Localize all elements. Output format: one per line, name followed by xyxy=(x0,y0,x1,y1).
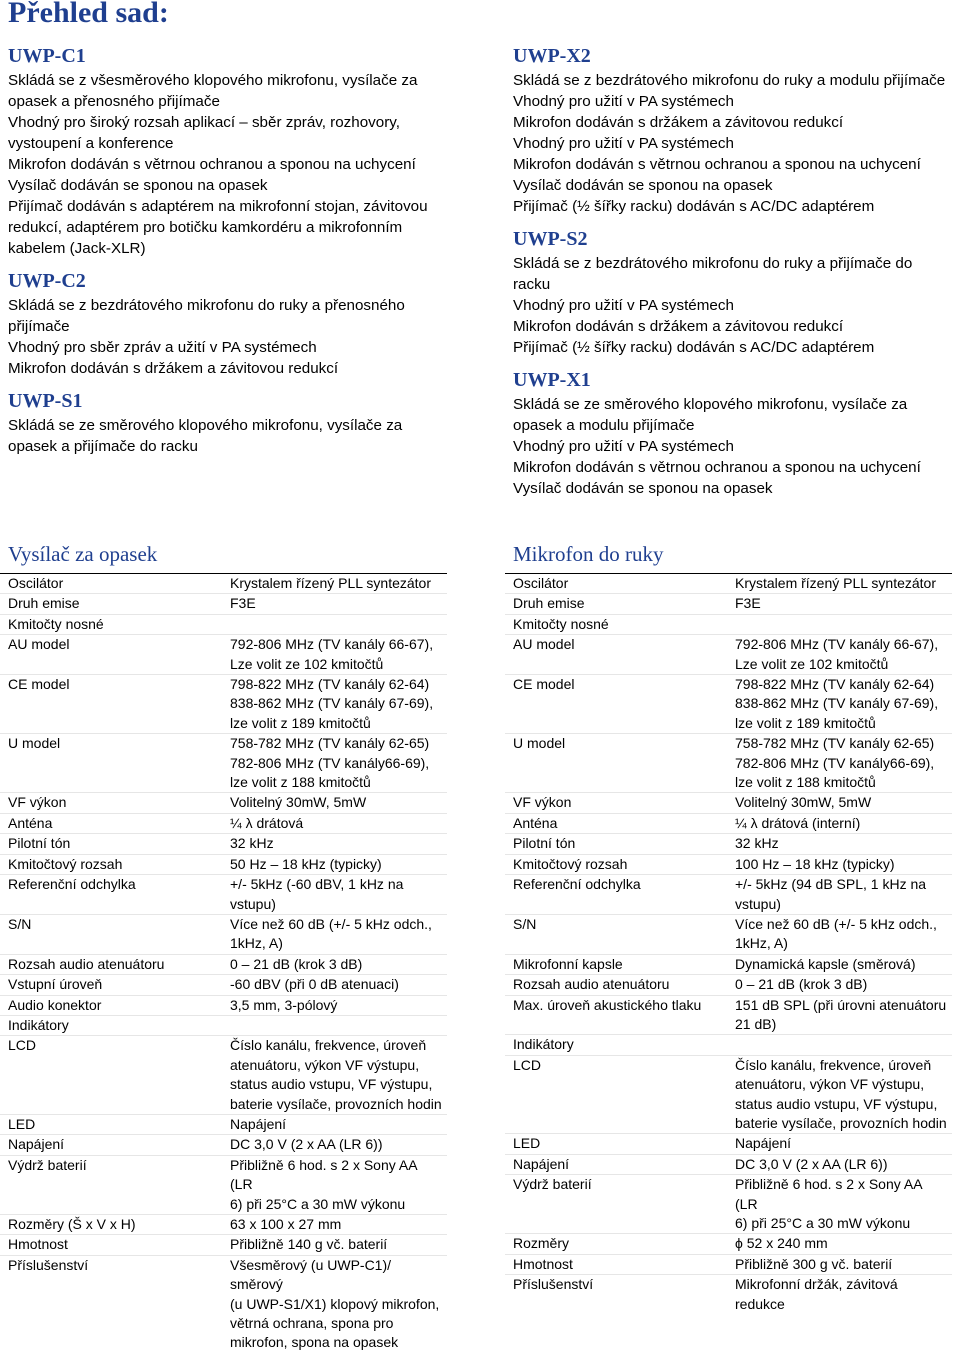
spec-row xyxy=(0,1036,447,1115)
spec-label: LCD xyxy=(8,1037,37,1054)
right-model-column xyxy=(513,44,959,509)
description-line: přijímače xyxy=(8,318,70,335)
model-description xyxy=(513,394,959,499)
spec-value: +/- 5kHz (-60 dBV, 1 kHz na vstupu) xyxy=(230,876,404,912)
spec-label: Příslušenství xyxy=(513,1276,594,1293)
spec-row xyxy=(0,1155,447,1214)
spec-value: Přibližně 300 g vč. baterií xyxy=(735,1255,893,1272)
spec-row xyxy=(505,1154,952,1174)
spec-row xyxy=(505,793,952,813)
spec-value: Volitelný 30mW, 5mW xyxy=(735,794,872,811)
description-line: Mikrofon dodáván s větrnou ochranou a sponou na uchycení xyxy=(8,156,416,173)
spec-label: LED xyxy=(513,1135,541,1152)
spec-row xyxy=(0,1135,447,1155)
spec-label: Anténa xyxy=(513,814,558,831)
description-line: Skládá se z bezdrátového mikrofonu do ruky a modulu přijímače xyxy=(513,72,946,89)
spec-row xyxy=(505,614,952,634)
spec-row xyxy=(505,1275,952,1314)
spec-label: Kmitočtový rozsah xyxy=(513,855,628,872)
spec-label: Pilotní tón xyxy=(513,835,576,852)
spec-value: ¼ λ drátová (interní) xyxy=(735,814,861,831)
spec-label: CE model xyxy=(8,676,70,693)
spec-row xyxy=(0,875,447,915)
description-line: Mikrofon dodáván s větrnou ochranou a sponou na uchycení xyxy=(513,156,921,173)
spec-row xyxy=(0,834,447,854)
model-description xyxy=(8,70,454,259)
spec-row xyxy=(505,1254,952,1274)
spec-value: 798-822 MHz (TV kanály 62-64) 838-862 MHz (TV kanály 67-69), lze volit z 189 kmitočtů xyxy=(230,676,434,731)
spec-label: Oscilátor xyxy=(8,575,64,591)
spec-value: 0 – 21 dB (krok 3 dB) xyxy=(230,955,363,972)
spec-label: Rozměry xyxy=(513,1235,570,1252)
spec-value: 100 Hz – 18 kHz (typicky) xyxy=(735,855,895,872)
model-block-uwp-x1 xyxy=(513,368,959,499)
spec-label: Oscilátor xyxy=(513,575,569,591)
spec-label: Rozsah audio atenuátoru xyxy=(8,955,165,972)
spec-label: Anténa xyxy=(8,814,53,831)
spec-row xyxy=(505,594,952,614)
spec-value: 3,5 mm, 3-pólový xyxy=(230,996,338,1013)
model-name: UWP-X2 xyxy=(513,45,591,67)
spec-value: F3E xyxy=(230,595,256,612)
left-model-column xyxy=(8,44,454,467)
spec-row xyxy=(505,635,952,675)
description-line: Přijímač dodáván s adaptérem na mikrofonní stojan, závitovou xyxy=(8,198,428,215)
page-title: Přehled sad: xyxy=(8,0,169,29)
spec-value: Volitelný 30mW, 5mW xyxy=(230,794,367,811)
spec-label: S/N xyxy=(513,915,537,932)
spec-value: DC 3,0 V (2 x AA (LR 6)) xyxy=(230,1136,383,1153)
description-line: Skládá se ze směrového klopového mikrofonu, vysílače za xyxy=(513,396,908,413)
spec-row xyxy=(0,675,447,734)
spec-value: 151 dB SPL (při úrovni atenuátoru 21 dB) xyxy=(735,996,947,1032)
spec-label: U model xyxy=(513,735,566,752)
spec-label: Příslušenství xyxy=(8,1256,89,1273)
spec-label: Kmitočty nosné xyxy=(8,615,104,632)
spec-row xyxy=(0,975,447,995)
spec-row xyxy=(0,574,447,594)
description-line: Mikrofon dodáván s držákem a závitovou redukcí xyxy=(513,318,844,335)
spec-row xyxy=(505,875,952,915)
spec-row xyxy=(505,834,952,854)
spec-value: Mikrofonní držák, závitová redukce xyxy=(735,1276,898,1312)
spec-value: Více než 60 dB (+/- 5 kHz odch., 1kHz, A) xyxy=(230,915,432,952)
spec-value: Číslo kanálu, frekvence, úroveň atenuátoru, výkon VF výstupu, status audio vstupu, VF výstupu, baterie vysílače, provozních hodin xyxy=(735,1056,947,1131)
description-line: Vhodný pro užití v PA systémech xyxy=(513,438,734,455)
spec-value: Přibližně 140 g vč. baterií xyxy=(230,1236,388,1253)
spec-label: Výdrž baterií xyxy=(513,1176,592,1193)
description-line: Vhodný pro užití v PA systémech xyxy=(513,135,734,152)
model-block-uwp-s1 xyxy=(8,389,454,457)
description-line: Přijímač (½ šířky racku) dodáván s AC/DC adaptérem xyxy=(513,198,875,215)
description-line: Vysílač dodáván se sponou na opasek xyxy=(513,480,773,497)
spec-row xyxy=(505,954,952,974)
spec-label: Rozsah audio atenuátoru xyxy=(513,976,670,993)
spec-row xyxy=(505,914,952,954)
spec-row xyxy=(0,914,447,954)
spec-value: 32 kHz xyxy=(735,835,779,852)
spec-label: VF výkon xyxy=(8,794,67,811)
description-line: Vysílač dodáván se sponou na opasek xyxy=(8,177,268,194)
description-line: Vhodný pro užití v PA systémech xyxy=(513,297,734,314)
spec-label: Mikrofonní kapsle xyxy=(513,955,623,972)
spec-value: 758-782 MHz (TV kanály 62-65) 782-806 MHz (TV kanály66-69), lze volit z 188 kmitočtů xyxy=(735,735,935,791)
spec-row xyxy=(0,954,447,974)
model-description xyxy=(513,70,959,217)
spec-row xyxy=(505,1234,952,1254)
spec-label: Indikátory xyxy=(8,1016,69,1033)
spec-label: Audio konektor xyxy=(8,996,102,1013)
spec-value xyxy=(727,1035,952,1055)
model-description xyxy=(8,415,454,457)
spec-label: Referenční odchylka xyxy=(8,876,136,893)
spec-value: 50 Hz – 18 kHz (typicky) xyxy=(230,855,382,872)
description-line: Skládá se z všesměrového klopového mikrofonu, vysílače za xyxy=(8,72,418,89)
spec-label: Rozměry (Š x V x H) xyxy=(8,1216,136,1232)
spec-row xyxy=(505,1055,952,1134)
spec-row xyxy=(505,1035,952,1055)
spec-value: 792-806 MHz (TV kanály 66-67), Lze volit ze 102 kmitočtů xyxy=(735,636,939,672)
spec-label: LED xyxy=(8,1115,36,1132)
spec-row xyxy=(0,793,447,813)
spec-label: Hmotnost xyxy=(8,1236,68,1253)
description-line: opasek a modulu přijímače xyxy=(513,417,695,434)
spec-value: Číslo kanálu, frekvence, úroveň atenuátoru, výkon VF výstupu, status audio vstupu, VF výstupu, baterie vysílače, provozních hodin xyxy=(230,1037,442,1112)
description-line: Mikrofon dodáván s držákem a závitovou redukcí xyxy=(8,360,339,377)
spec-label: Kmitočty nosné xyxy=(513,615,609,632)
handheld-mic-spec xyxy=(505,541,952,1314)
spec-row xyxy=(505,995,952,1035)
description-line: Skládá se ze směrového klopového mikrofonu, vysílače za xyxy=(8,417,403,434)
spec-label: Referenční odchylka xyxy=(513,876,641,893)
spec-label: Výdrž baterií xyxy=(8,1156,87,1173)
belt-transmitter-spec xyxy=(0,541,447,1353)
spec-value: 32 kHz xyxy=(230,835,274,852)
spec-label: CE model xyxy=(513,676,575,693)
spec-value: 792-806 MHz (TV kanály 66-67), Lze volit ze 102 kmitočtů xyxy=(230,636,434,672)
spec-value: -60 dBV (při 0 dB atenuaci) xyxy=(230,976,399,993)
spec-value: ¼ λ drátová xyxy=(230,814,304,831)
spec-label: Hmotnost xyxy=(513,1255,573,1272)
spec-value: Všesměrový (u UWP-C1)/ směrový (u UWP-S1/X1) klopový mikrofon, větrná ochrana, spona pro mikrofon, spona na opasek xyxy=(230,1256,440,1351)
spec-value: Krystalem řízený PLL syntezátor xyxy=(230,575,432,591)
spec-label: Indikátory xyxy=(513,1036,574,1053)
spec-row xyxy=(0,995,447,1015)
spec-row xyxy=(0,614,447,634)
spec-label: Pilotní tón xyxy=(8,835,71,852)
spec-value: 63 x 100 x 27 mm xyxy=(230,1216,342,1232)
spec-value: 0 – 21 dB (krok 3 dB) xyxy=(735,976,868,993)
spec-value: Napájení xyxy=(230,1115,287,1132)
description-line: vystoupení a konference xyxy=(8,135,174,152)
spec-label: AU model xyxy=(513,636,575,653)
description-line: Mikrofon dodáván s větrnou ochranou a sponou na uchycení xyxy=(513,459,921,476)
spec-value xyxy=(222,1015,447,1035)
spec-label: LCD xyxy=(513,1056,542,1073)
spec-value: Krystalem řízený PLL syntezátor xyxy=(735,575,937,591)
spec-value: Přibližně 6 hod. s 2 x Sony AA (LR 6) při 25°C a 30 mW výkonu xyxy=(735,1176,922,1231)
spec-row xyxy=(0,1235,447,1255)
description-line: Skládá se z bezdrátového mikrofonu do ruky a přenosného xyxy=(8,297,405,314)
spec-row xyxy=(505,1175,952,1234)
spec-value: 798-822 MHz (TV kanály 62-64) 838-862 MHz (TV kanály 67-69), lze volit z 189 kmitočtů xyxy=(735,676,939,731)
spec-row xyxy=(0,854,447,874)
spec-row xyxy=(505,854,952,874)
spec-label: AU model xyxy=(8,636,70,653)
model-name: UWP-S2 xyxy=(513,228,588,250)
spec-value: DC 3,0 V (2 x AA (LR 6)) xyxy=(735,1155,888,1172)
spec-row xyxy=(0,1015,447,1035)
description-line: opasek a přenosného přijímače xyxy=(8,93,220,110)
spec-row xyxy=(0,1255,447,1353)
description-line: Vhodný pro široký rozsah aplikací – sběr zpráv, rozhovory, xyxy=(8,114,400,131)
spec-label: Druh emise xyxy=(513,595,585,612)
spec-label: Max. úroveň akustického tlaku xyxy=(513,996,702,1013)
description-line: Skládá se z bezdrátového mikrofonu do ruky a přijímače do xyxy=(513,255,913,272)
model-name: UWP-X1 xyxy=(513,369,591,391)
model-name: UWP-C1 xyxy=(8,45,86,67)
description-line: racku xyxy=(513,276,551,293)
spec-label: S/N xyxy=(8,915,32,932)
spec-row xyxy=(0,635,447,675)
model-block-uwp-c2 xyxy=(8,269,454,379)
model-name: UWP-C2 xyxy=(8,270,86,292)
spec-row xyxy=(505,1134,952,1154)
spec-value: Napájení xyxy=(735,1135,792,1152)
description-line: Vhodný pro sběr zpráv a užití v PA systémech xyxy=(8,339,317,356)
model-description xyxy=(8,295,454,379)
spec-value xyxy=(222,614,447,634)
spec-row xyxy=(0,813,447,833)
spec-row xyxy=(505,734,952,793)
description-line: Mikrofon dodáván s držákem a závitovou redukcí xyxy=(513,114,844,131)
model-block-uwp-s2 xyxy=(513,227,959,358)
spec-value: 758-782 MHz (TV kanály 62-65) 782-806 MHz (TV kanály66-69), lze volit z 188 kmitočtů xyxy=(230,735,430,791)
spec-row xyxy=(505,675,952,734)
spec-row xyxy=(505,975,952,995)
spec-label: Napájení xyxy=(513,1155,570,1172)
spec-label: VF výkon xyxy=(513,794,572,811)
spec-row xyxy=(505,574,952,594)
spec-row xyxy=(0,734,447,793)
spec-row xyxy=(0,1215,447,1235)
spec-label: Druh emise xyxy=(8,595,80,612)
spec-label: Napájení xyxy=(8,1136,65,1153)
spec-table xyxy=(505,573,952,1314)
spec-table xyxy=(0,573,447,1353)
model-block-uwp-c1 xyxy=(8,44,454,259)
model-name: UWP-S1 xyxy=(8,390,83,412)
spec-label: Kmitočtový rozsah xyxy=(8,855,123,872)
model-block-uwp-x2 xyxy=(513,44,959,217)
description-line: Vysílač dodáván se sponou na opasek xyxy=(513,177,773,194)
spec-value: ϕ 52 x 240 mm xyxy=(735,1235,828,1252)
spec-value: +/- 5kHz (94 dB SPL, 1 kHz na vstupu) xyxy=(735,876,927,912)
description-line: redukcí, adaptérem pro botičku kamkordéru a mikrofonním xyxy=(8,219,403,236)
spec-label: Vstupní úroveň xyxy=(8,976,103,993)
description-line: kabelem (Jack-XLR) xyxy=(8,240,146,257)
spec-title: Vysílač za opasek xyxy=(8,542,158,566)
spec-row xyxy=(0,594,447,614)
spec-title: Mikrofon do ruky xyxy=(513,542,664,566)
spec-value: Přibližně 6 hod. s 2 x Sony AA (LR 6) při 25°C a 30 mW výkonu xyxy=(230,1156,417,1212)
model-description xyxy=(513,253,959,358)
description-line: opasek a přijímače do racku xyxy=(8,438,198,455)
spec-value: Více než 60 dB (+/- 5 kHz odch., 1kHz, A) xyxy=(735,915,937,952)
description-line: Vhodný pro užití v PA systémech xyxy=(513,93,734,110)
spec-value: Dynamická kapsle (směrová) xyxy=(735,955,916,972)
spec-row xyxy=(0,1114,447,1134)
spec-row xyxy=(505,813,952,833)
description-line: Přijímač (½ šířky racku) dodáván s AC/DC adaptérem xyxy=(513,339,875,356)
spec-value: F3E xyxy=(735,595,761,612)
spec-value xyxy=(727,614,952,634)
spec-label: U model xyxy=(8,735,61,752)
